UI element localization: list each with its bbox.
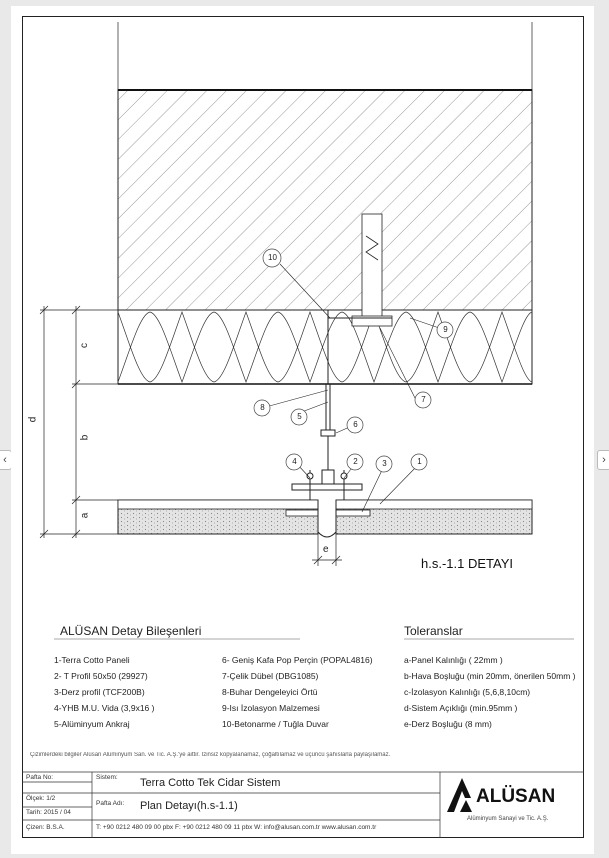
- callout-8: 8: [260, 403, 265, 412]
- legend-item: 6- Geniş Kafa Pop Perçin (POPAL4816): [222, 655, 373, 665]
- contact-info: T: +90 0212 480 09 00 pbx F: +90 0212 480 09 11 pbx W: info@alusan.com.tr www.alusan.com.tr: [96, 824, 377, 831]
- system-label: Sistem:: [96, 774, 118, 781]
- dimension-d: d: [27, 416, 39, 423]
- pafta-no-label: Pafta No:: [26, 774, 54, 781]
- legend-item: 10-Betonarme / Tuğla Duvar: [222, 719, 329, 729]
- callout-5: 5: [297, 412, 302, 421]
- brand-name: ALÜSAN: [476, 786, 556, 807]
- tolerance-item: e-Derz Boşluğu (8 mm): [404, 719, 492, 729]
- system-value: Terra Cotto Tek Cidar Sistem: [140, 777, 281, 789]
- callout-3: 3: [382, 459, 387, 468]
- date-label: Tarih: 2015 / 04: [26, 809, 71, 816]
- left-dimension-lines: [40, 306, 118, 538]
- previous-page-arrow[interactable]: ‹: [0, 450, 12, 470]
- legend-item: 9-Isı İzolasyon Malzemesi: [222, 703, 320, 713]
- sheet-name-value: Plan Detayı(h.s-1.1): [140, 800, 238, 812]
- dimension-c: c: [79, 343, 90, 348]
- t-profile: [292, 470, 362, 500]
- legend-item: 3-Derz profil (TCF200B): [54, 687, 145, 697]
- sheet-name-label: Pafta Adı:: [96, 800, 125, 807]
- dimension-e: e: [323, 544, 329, 555]
- callout-1: 1: [417, 457, 422, 466]
- callout-2: 2: [353, 457, 358, 466]
- callout-7: 7: [421, 395, 426, 404]
- callout-6: 6: [353, 420, 358, 429]
- legend-item: 7-Çelik Dübel (DBG1085): [222, 671, 319, 681]
- concrete-wall: [118, 90, 532, 310]
- detail-title: h.s.-1.1 DETAYI: [421, 556, 513, 571]
- insulation-layer: [118, 310, 532, 384]
- legend-heading: ALÜSAN Detay Bileşenleri: [60, 624, 202, 638]
- legend-item: 2- T Profil 50x50 (29927): [54, 671, 148, 681]
- callout-10: 10: [268, 253, 277, 262]
- next-page-arrow[interactable]: ›: [597, 450, 609, 470]
- legend-item: 4-YHB M.U. Vida (3,9x16 ): [54, 703, 155, 713]
- alusan-logo: [447, 778, 472, 812]
- brand-subtitle: Alüminyum Sanayi ve Tic. A.Ş.: [467, 816, 549, 822]
- legend-item: 1-Terra Cotto Paneli: [54, 655, 130, 665]
- scale-label: Ölçek: 1/2: [26, 795, 56, 802]
- tolerance-item: c-İzolasyon Kalınlığı (5,6,8,10cm): [404, 687, 531, 697]
- terra-cotta-panel: [118, 500, 532, 537]
- tolerance-item: d-Sistem Açıklığı (min.95mm ): [404, 703, 518, 713]
- drawn-by-label: Çizen: B.S.A.: [26, 824, 65, 831]
- legend-item: 5-Alüminyum Ankraj: [54, 719, 130, 729]
- callout-4: 4: [292, 457, 297, 466]
- dimension-a: a: [79, 512, 91, 519]
- tolerance-item: a-Panel Kalınlığı ( 22mm ): [404, 655, 503, 665]
- copyright-notice: Çizimlerdeki bilgiler Alüsan Alüminyum San. ve Tic. A.Ş.'ye aittir. İzinsiz kopyalanamaz, çoğaltılamaz ve üçüncü şahıslarla paylaşılamaz.: [30, 752, 391, 758]
- top-extension-lines: [118, 22, 532, 90]
- tolerances-heading: Toleranslar: [404, 624, 463, 638]
- dimension-b: b: [79, 434, 91, 441]
- tolerance-item: b-Hava Boşluğu (min 20mm, önerilen 50mm ): [404, 671, 576, 681]
- callout-9: 9: [443, 325, 448, 334]
- legend-item: 8-Buhar Dengeleyici Örtü: [222, 687, 318, 697]
